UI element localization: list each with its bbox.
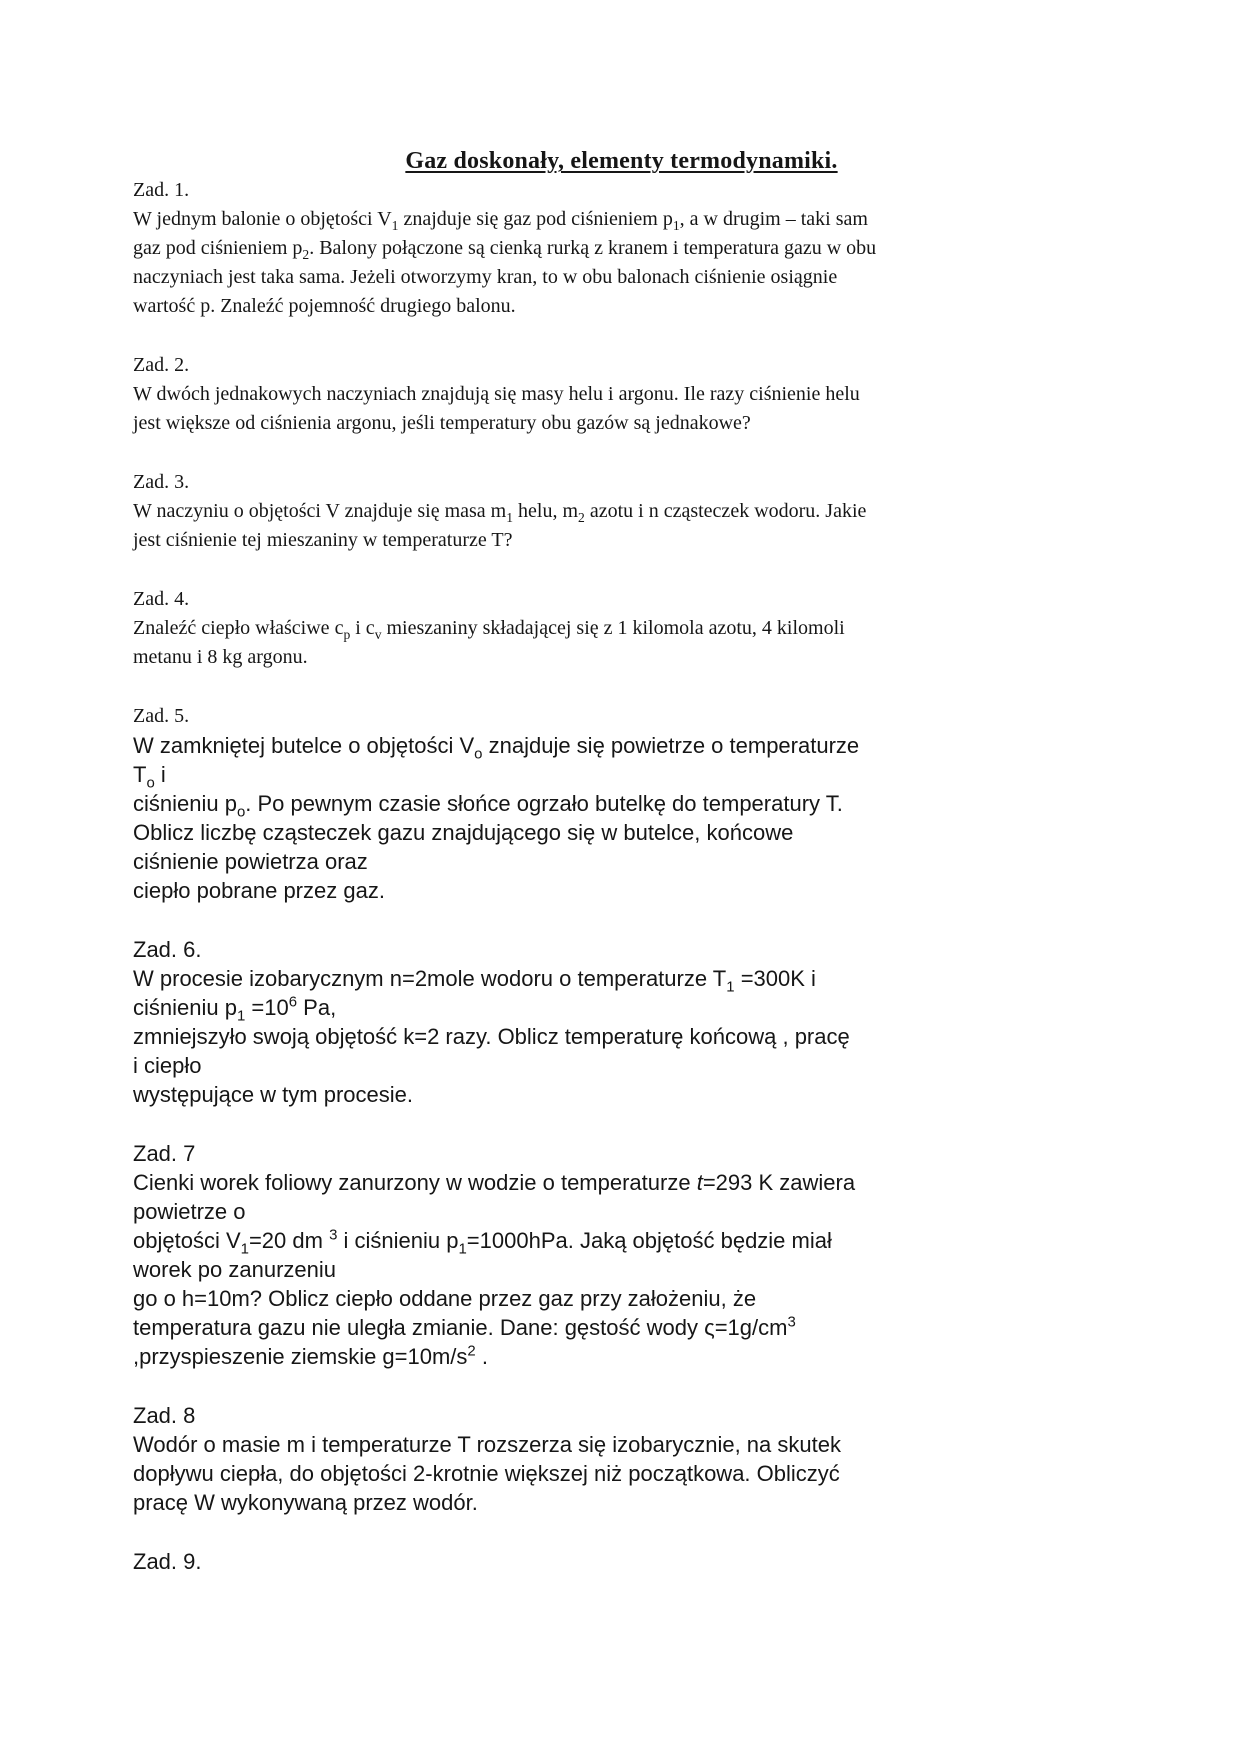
task-6-label: Zad. 6. <box>133 937 202 962</box>
task-8-body: Wodór o masie m i temperaturze T rozszerza się izobarycznie, na skutek dopływu ciepła, do objętości 2-krotnie większej niż początkowa. Obliczyć pracę W wykonywaną przez wodór. <box>133 1432 841 1515</box>
task-4 <box>133 585 1110 672</box>
task-7-label: Zad. 7 <box>133 1141 196 1166</box>
task-1-body: W jednym balonie o objętości $V_1$ znajduje się gaz pod ciśnieniem $p_1$, a w drugim – taki sam gaz pod ciśnieniem $p_2$. Balony połączone są cienką rurką z kranem i temperatura gazu w obu naczyniach jest taka sama. Jeżeli otworzymy kran, to w obu balonach ciśnienie osiągnie wartość p. Znaleźć pojemność drugiego balonu. <box>133 208 877 317</box>
task-3 <box>133 468 1110 555</box>
task-7-body: Cienki worek foliowy zanurzony w wodzie o temperaturze t=293 K zawiera powietrze o objętości $V_1=20$ dm $^3$ i ciśnieniu $p_1=1000hPa$. Jaką objętość będzie miał worek po zanurzeniu go o h=10m? Oblicz ciepło oddane przez gaz przy założeniu, że temperatura gazu nie uległa zmianie. Dane: gęstość wody $\varsigma=1g/cm^3$ ,przyspieszenie ziemskie $g=10m/s^2$ . <box>133 1170 856 1369</box>
task-2 <box>133 351 1110 438</box>
task-9 <box>133 1547 1110 1576</box>
task-1 <box>133 176 1110 321</box>
task-4-label: Zad. 4. <box>133 588 190 610</box>
task-6 <box>133 935 1110 1109</box>
document-title-text: Gaz doskonały, elementy termodynamiki. <box>405 148 838 174</box>
task-5-body: W zamkniętej butelce o objętości $V_o$ znajduje się powietrze o temperaturze $T_o$ i ciśnieniu $p_o$. Po pewnym czasie słońce ogrzało butelkę do temperatury T. Oblicz liczbę cząsteczek gazu znajdującego się w butelce, końcowe ciśnienie powietrza oraz ciepło pobrane przez gaz. <box>133 733 860 903</box>
task-5-label: Zad. 5. <box>133 705 190 727</box>
task-7 <box>133 1139 1110 1371</box>
task-3-label: Zad. 3. <box>133 471 190 493</box>
task-2-body: W dwóch jednakowych naczyniach znajdują się masy helu i argonu. Ile razy ciśnienie helu jest większe od ciśnienia argonu, jeśli temperatury obu gazów są jednakowe? <box>133 383 860 434</box>
task-3-body: W naczyniu o objętości V znajduje się masa $m_1$ helu, $m_2$ azotu i n cząsteczek wodoru. Jakie jest ciśnienie tej mieszaniny w temperaturze T? <box>133 500 867 551</box>
document-title <box>133 146 1110 176</box>
task-8 <box>133 1401 1110 1517</box>
task-9-label: Zad. 9. <box>133 1549 202 1574</box>
task-6-body: W procesie izobarycznym n=2mole wodoru o temperaturze $T_1 =300K$ i ciśnieniu $p_1 =10^6$ Pa, zmniejszyło swoją objętość k=2 razy. Oblicz temperaturę końcową , pracę i ciepło występujące w tym procesie. <box>133 966 850 1107</box>
task-5 <box>133 702 1110 905</box>
task-8-label: Zad. 8 <box>133 1403 196 1428</box>
task-2-label: Zad. 2. <box>133 354 190 376</box>
task-4-body: Znaleźć ciepło właściwe $c_p$ i $c_v$ mieszaniny składającej się z 1 kilomola azotu, 4 kilomoli metanu i 8 kg argonu. <box>133 617 845 668</box>
task-1-label: Zad. 1. <box>133 179 190 201</box>
